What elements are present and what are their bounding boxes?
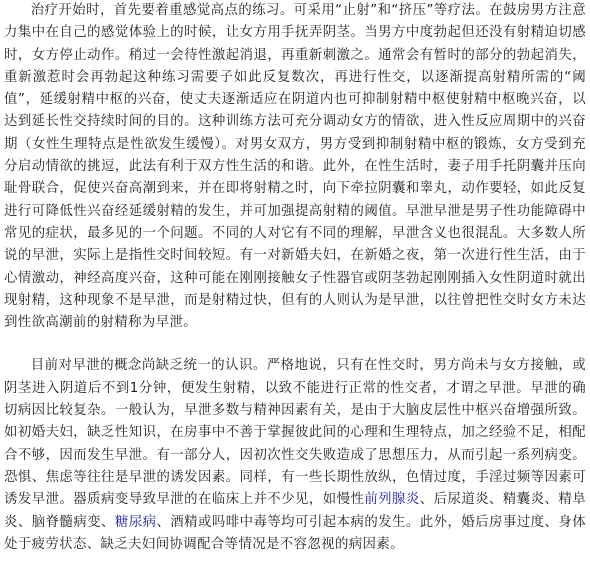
paragraph-treatment: 治疗开始时，首先要着重感觉高点的练习。可采用“止射”和“挤压”等疗法。在鼓房男方注意力集中在自己的感觉体验上的时候，让女方用手抚弄阴茎。当男方中度勃起但还没有射精迫切感时，女方停止动作。稍过一会待性激起消退，再重新刺激之。通常会有暂时的部分的勃起消失，重新激惹时会再勃起这种练习需要子如此反复数次，再进行性交，以逐渐提高射精所需的“阈值”，延缓射精中枢的兴奋，使丈夫逐渐适应在阴道内也可抑制射精中枢使射精中枢晚兴奋，以达到延长性交持续时间的目的。这种训练方法可充分调动女方的情欲，进入性反应周期中的兴奋期（女性生理特点是性欲发生缓慢）。对男女双方，男方受到抑制射精中枢的锻炼，女方受到充分启动情欲的挑逗，此法有利于双方性生活的和谐。此外，在性生活时，妻子用手托阴囊并压向耻骨联合，促使兴奋高潮到来，并在即将射精之时，向下牵拉阴囊和睾丸，动作要轻，如此反复进行可降低性兴奋经延缓射精的发生，并可加强提高射精的阈值。早泄早泄是男子性功能障碍中常见的症状，最多见的一个问题。不同的人对它有不同的理解，早泄含义也很混乱。大多数人所说的早泄，实际上是指性交时间较短。有一对新婚夫妇，在新婚之夜，第一次进行性生活，由于心情激动，神经高度兴奋，这种可能在刚刚接触女子性器官或阴茎勃起刚刚插入女性阴道时就出现射精，这种现象不是早泄，而是射精过快，但有的人则认为是早泄，以往曾把性交时女方未达到性欲高潮前的射精称为早泄。	[4, 3, 586, 331]
paragraph-text-segment: 、后尿道炎、精囊炎、精阜炎、脑脊髓病变、	[4, 492, 586, 530]
paragraph-text-segment: 目前对早泄的概念尚缺乏统一的认识。严格地说，只有在性交时，男方尚未与女方接触，或阴茎进入阴道后不到1分钟，便发生射精，以致不能进行正常的性交者，才谓之早泄。早泄的确切病因比较复杂。一般认为，早泄多数与精神因素有关，是由于大脑皮层性中枢兴奋增强所致。如初婚夫妇，缺乏性知识，在房事中不善于掌握彼此间的心理和生理特点，加之经验不足，相配合不够，因而发生早泄。有一部分人，因初次性交失败造成了思想压力，从而引起一系列病变。恐惧、焦虑等往往是早泄的诱发因素。同样，有一些长期性放纵，色情过度，手淫过频等因素可诱发早泄。器质病变导致早泄的在临床上并不少见，如慢性	[4, 358, 586, 508]
prostatitis-link[interactable]: 前列腺炎	[364, 492, 420, 508]
diabetes-link[interactable]: 糖尿病	[114, 514, 157, 530]
paragraph-text-segment: 、酒精或吗啡中毒等均可引起本病的发生。此外，婚后房事过度、身体处于疲劳状态、缺乏夫妇间协调配合等情况是不容忽视的病因素。	[4, 514, 586, 552]
paragraph-premature-ejaculation	[4, 355, 586, 556]
